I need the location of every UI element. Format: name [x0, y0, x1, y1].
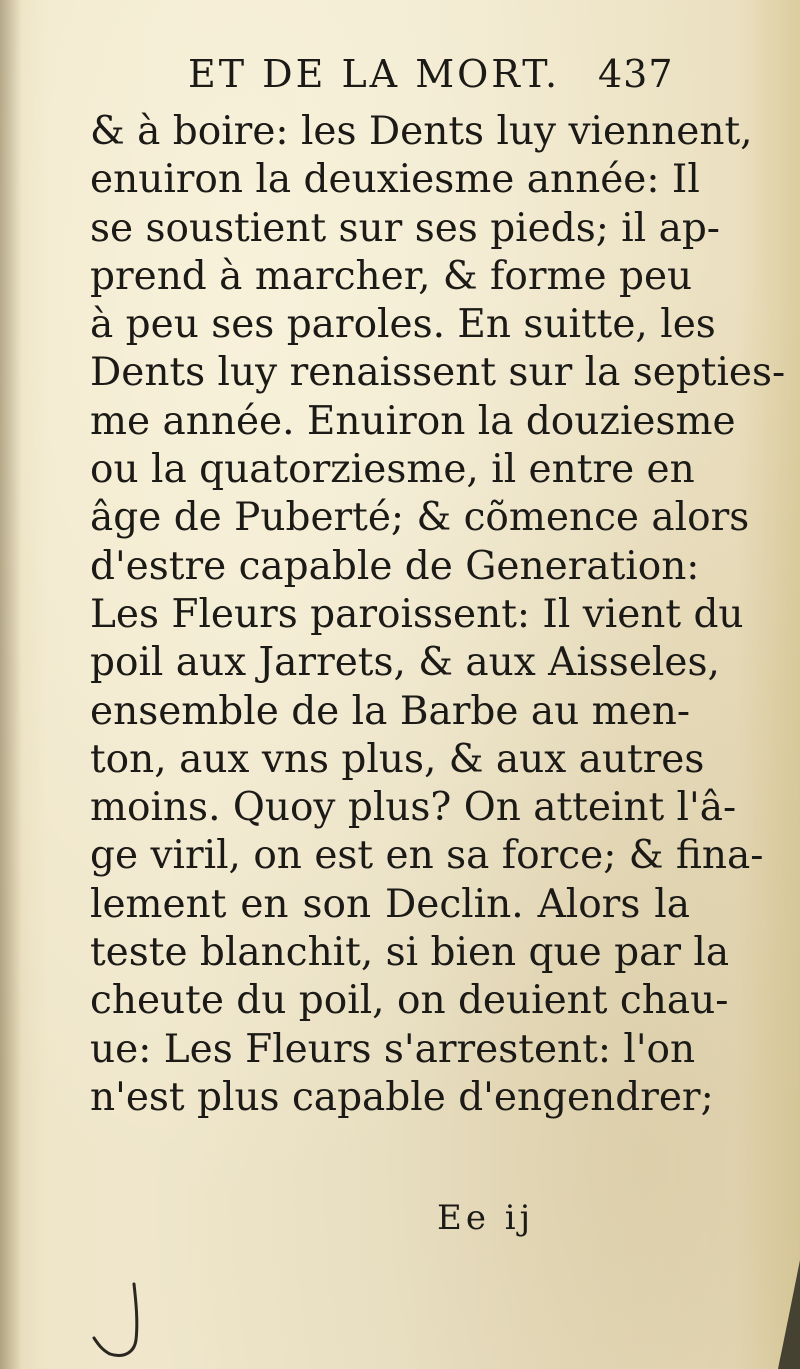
text-line: lement en son Declin. Alors la — [90, 881, 690, 927]
text-line: se soustient sur ses pieds; il ap- — [90, 205, 720, 251]
page-number: 437 — [598, 52, 674, 96]
pencil-mark-icon — [92, 1282, 152, 1362]
text-line: ton, aux vns plus, & aux autres — [90, 736, 705, 782]
text-line: & à boire: les Dents luy viennent, — [90, 109, 753, 154]
text-line: ou la quatorziesme, il entre en — [90, 447, 695, 493]
text-line: enuiron la deuxiesme année: Il — [90, 157, 700, 203]
text-line: Les Fleurs paroissent: Il vient du — [90, 591, 744, 637]
text-line: me année. Enuiron la douziesme — [90, 398, 736, 444]
text-line: cheute du poil, on deuient chau- — [90, 978, 729, 1024]
text-line: âge de Puberté; & cõmence alors — [90, 495, 750, 541]
text-line: poil aux Jarrets, & aux Aisseles, — [90, 640, 720, 686]
signature-mark: Ee ij — [437, 1198, 535, 1238]
page-header — [188, 52, 688, 102]
text-line: teste blanchit, si bien que par la — [90, 930, 730, 976]
text-line: ue: Les Fleurs s'arrestent: l'on — [90, 1026, 696, 1072]
body-text — [90, 108, 786, 1122]
text-line: moins. Quoy plus? On atteint l'â- — [90, 785, 737, 831]
spine-shadow — [0, 0, 22, 1369]
corner-stain-icon — [770, 1260, 800, 1369]
text-line: Dents luy renaissent sur la septies- — [90, 350, 786, 396]
text-line: n'est plus capable d'engendrer; — [90, 1074, 714, 1120]
text-line: prend à marcher, & forme peu — [90, 253, 693, 299]
running-head: ET DE LA MORT. — [188, 52, 561, 96]
text-line: à peu ses paroles. En suitte, les — [90, 302, 716, 348]
text-line: ensemble de la Barbe au men- — [90, 688, 690, 734]
text-line: ge viril, on est en sa force; & fina- — [90, 833, 764, 879]
text-line: d'estre capable de Generation: — [90, 543, 700, 589]
